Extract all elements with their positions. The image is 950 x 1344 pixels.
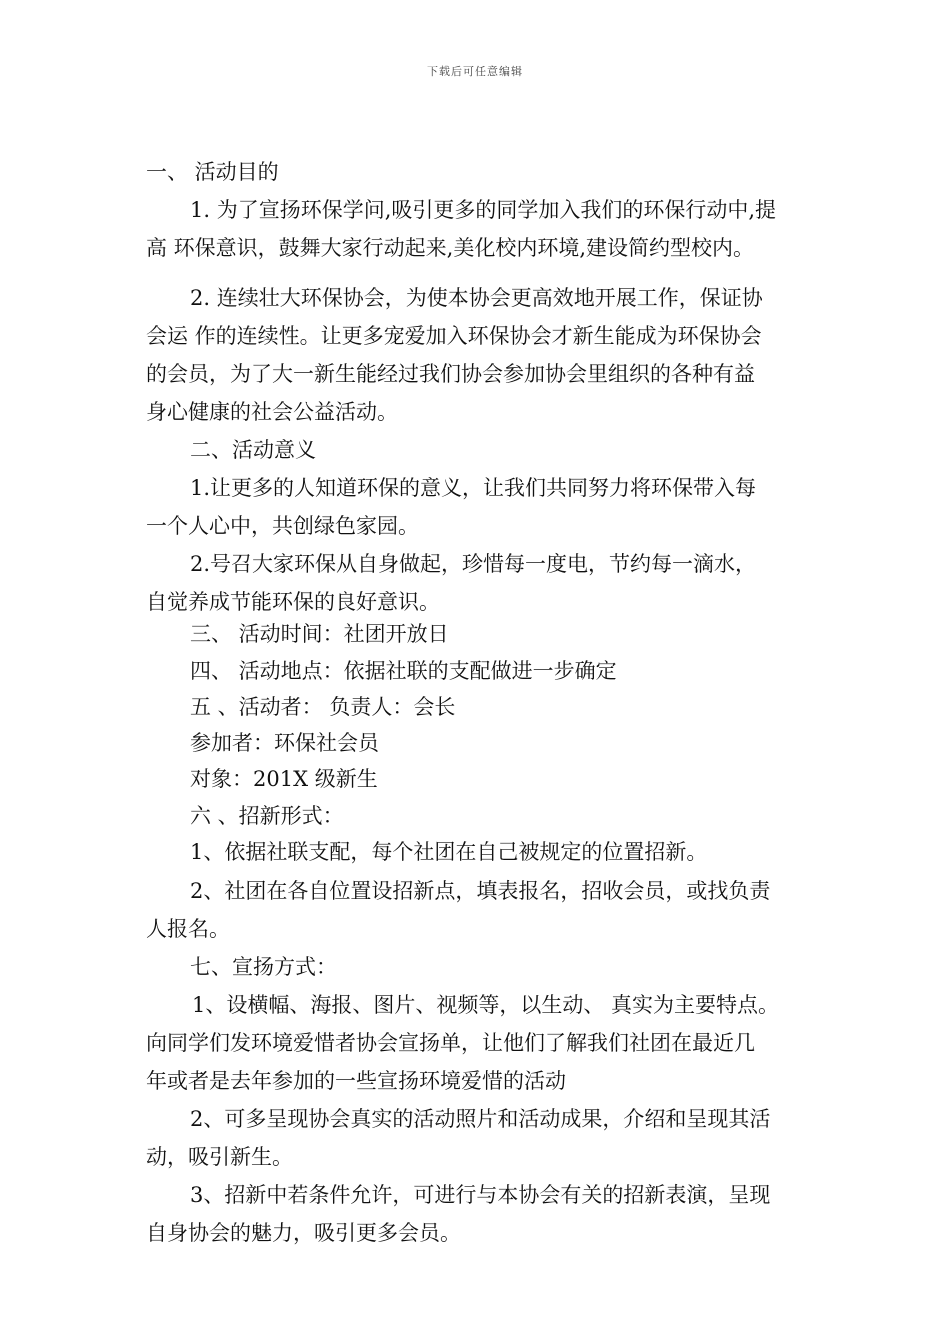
paragraph-line: 1.让更多的人知道环保的意义，让我们共同努力将环保带入每	[190, 476, 757, 500]
paragraph-line: 人报名。	[146, 917, 230, 941]
heading-participants: 五 、活动者： 负责人：会长	[190, 695, 456, 719]
paragraph-line: 2. 连续壮大环保协会，为使本协会更高效地开展工作，保证协	[190, 286, 763, 310]
participants-line: 参加者：环保社会员	[190, 731, 379, 755]
paragraph-line: 3、招新中若条件允许，可进行与本协会有关的招新表演，呈现	[190, 1183, 771, 1207]
heading-purpose: 一、 活动目的	[146, 160, 279, 184]
paragraph-line: 1、设横幅、海报、图片、视频等，以生动、 真实为主要特点。	[192, 993, 780, 1017]
paragraph-line: 动，吸引新生。	[146, 1145, 293, 1169]
heading-location: 四、 活动地点：依据社联的支配做进一步确定	[190, 659, 617, 683]
paragraph-line: 1. 为了宣扬环保学问,吸引更多的同学加入我们的环保行动中,提	[190, 198, 777, 222]
paragraph-line: 的会员，为了大一新生能经过我们协会参加协会里组织的各种有益	[146, 362, 755, 386]
paragraph-line: 年或者是去年参加的一些宣扬环境爱惜的活动	[146, 1069, 566, 1093]
paragraph-line: 自身协会的魅力，吸引更多会员。	[146, 1221, 461, 1245]
paragraph-line: 2、社团在各自位置设招新点，填表报名，招收会员，或找负责	[190, 879, 771, 903]
paragraph-line: 高 环保意识，鼓舞大家行动起来,美化校内环境,建设简约型校内。	[146, 236, 755, 260]
paragraph-line: 自觉养成节能环保的良好意识。	[146, 590, 440, 614]
page-header: 下载后可任意编辑	[427, 65, 523, 78]
heading-significance: 二、活动意义	[190, 438, 316, 462]
heading-time: 三、 活动时间：社团开放日	[190, 622, 449, 646]
heading-promotion: 七、宣扬方式：	[190, 955, 337, 979]
heading-recruit-form: 六 、招新形式：	[190, 804, 344, 828]
paragraph-line: 一个人心中，共创绿色家园。	[146, 514, 419, 538]
paragraph-line: 身心健康的社会公益活动。	[146, 400, 398, 424]
paragraph-line: 2、可多呈现协会真实的活动照片和活动成果，介绍和呈现其活	[190, 1107, 771, 1131]
paragraph-line: 1、依据社联支配，每个社团在自己被规定的位置招新。	[190, 840, 708, 864]
paragraph-line: 会运 作的连续性。让更多宠爱加入环保协会才新生能成为环保协会	[146, 324, 762, 348]
paragraph-line: 向同学们发环境爱惜者协会宣扬单，让他们了解我们社团在最近几	[146, 1031, 755, 1055]
target-line: 对象：201X 级新生	[190, 767, 378, 791]
paragraph-line: 2.号召大家环保从自身做起，珍惜每一度电，节约每一滴水，	[190, 552, 757, 576]
